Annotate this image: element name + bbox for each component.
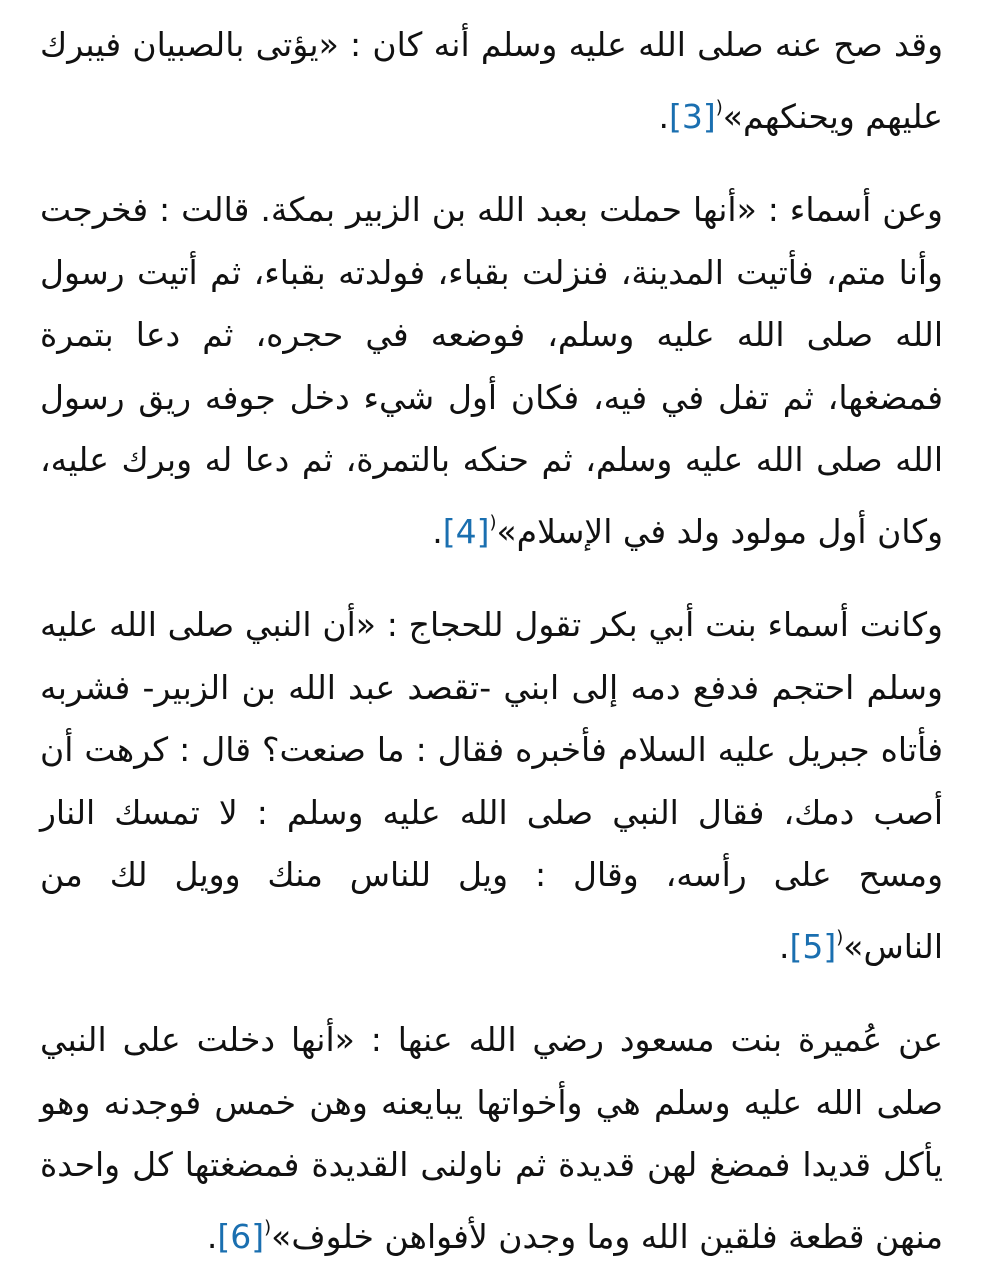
end-mark: . — [658, 96, 669, 136]
end-mark: . — [206, 1216, 218, 1256]
paragraph — [40, 594, 943, 978]
end-mark: . — [432, 511, 443, 551]
footnote-paren: ( — [489, 511, 497, 533]
footnote-link-6[interactable]: [6] — [217, 1216, 265, 1256]
end-mark: . — [779, 926, 790, 966]
footnote-link-4[interactable]: [4] — [442, 511, 490, 551]
paragraph-text: عن عُميرة بنت مسعود رضي الله عنها : «أنها دخلت على النبي صلى الله عليه وسلم هي وأخواتها يبايعنه وهن خمس فوجدنه وهو يأكل قديدا فمضغ لهن قديدة ثم ناولنى القديدة فمضغتها كل واحدة منهن قطعة فلقين الله وما وجدن لأفواهن خلوف» — [40, 1020, 943, 1256]
footnote-paren: ( — [836, 926, 844, 948]
paragraph — [40, 1009, 943, 1268]
paragraph-text: وقد صح عنه صلى الله عليه وسلم أنه كان : «يؤتى بالصبيان فيبرك عليهم ويحنكهم» — [40, 25, 943, 136]
footnote-link-5[interactable]: [5] — [789, 926, 837, 966]
paragraph-text: وكانت أسماء بنت أبي بكر تقول للحجاج : «أن النبي صلى الله عليه وسلم احتجم فدفع دمه إلى ابني -تقصد عبد الله بن الزبير- فشربه فأتاه جبريل عليه السلام فأخبره فقال : ما صنعت؟ قال : كرهت أن أصب دمك، فقال النبي صلى الله عليه وسلم : لا تمسك النار ومسح على رأسه، وقال : ويل للناس منك وويل لك من الناس» — [40, 605, 943, 966]
paragraph — [40, 14, 943, 148]
paragraph — [40, 179, 943, 563]
footnote-paren: ( — [264, 1216, 272, 1238]
footnote-link-3[interactable]: [3] — [669, 96, 716, 136]
paragraph-text: وعن أسماء : «أنها حملت بعبد الله بن الزبير بمكة. قالت : فخرجت وأنا متم، فأتيت المدينة، فنزلت بقباء، فولدته بقباء، ثم أتيت رسول الله صلى الله عليه وسلم، فوضعه في حجره، ثم دعا بتمرة فمضغها، ثم تفل في فيه، فكان أول شيء دخل جوفه ريق رسول الله صلى الله عليه وسلم، ثم حنكه بالتمرة، ثم دعا له وبرك عليه، وكان أول مولود ولد في الإسلام» — [40, 190, 943, 551]
footnote-paren: ( — [715, 96, 723, 118]
